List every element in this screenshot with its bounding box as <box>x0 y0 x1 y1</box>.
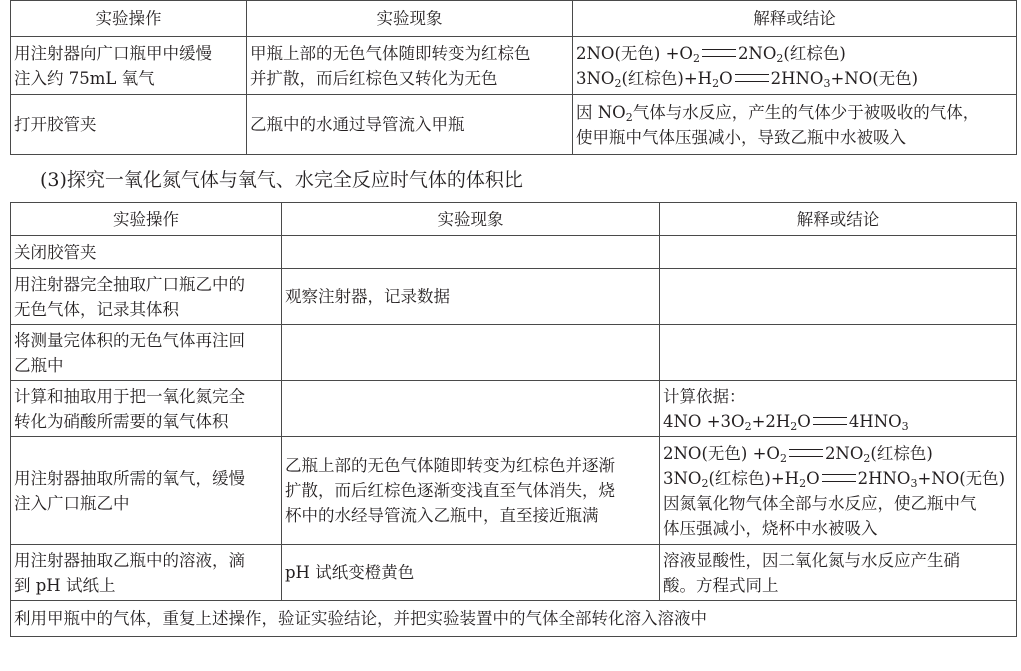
operation-cell: 关闭胶管夹 <box>11 236 282 269</box>
conclusion-cell: 因 $NO_2$气体与水反应，产生的气体少于被吸收的气体， 使甲瓶中气体压强减小，导致乙瓶中水被吸入 <box>573 95 1017 155</box>
phenomenon-cell: 观察注射器，记录数据 <box>282 269 660 325</box>
table-2-header-row <box>11 203 1017 236</box>
conclusion-cell <box>573 37 1017 95</box>
header-operation: 实验操作 <box>11 1 247 37</box>
phenomenon-cell <box>282 236 660 269</box>
table-row <box>11 269 1017 325</box>
equation-no2-h2o: $3NO_2$(红棕色)$+H_2O$ $2HNO_3+NO$(无色) <box>576 68 919 90</box>
operation-cell: 将测量完体积的无色气体再注回 乙瓶中 <box>11 325 282 381</box>
operation-cell: 用注射器抽取乙瓶中的溶液，滴 到 pH 试纸上 <box>11 545 282 601</box>
conclusion-cell: 溶液显酸性，因二氧化氮与水反应产生硝 酸。方程式同上 <box>660 545 1017 601</box>
header-phenomenon: 实验现象 <box>247 1 573 37</box>
table-1-header-row <box>11 1 1017 37</box>
operation-cell: 用注射器完全抽取广口瓶乙中的 无色气体，记录其体积 <box>11 269 282 325</box>
phenomenon-cell: 甲瓶上部的无色气体随即转变为红棕色 并扩散，而后红棕色又转化为无色 <box>247 37 573 95</box>
header-operation: 实验操作 <box>11 203 282 236</box>
table-row <box>11 236 1017 269</box>
equation-no-o2: 2NO(无色) $+O_2$ $2NO_2$(红棕色) <box>663 443 933 465</box>
conclusion-cell <box>660 269 1017 325</box>
phenomenon-cell: 乙瓶上部的无色气体随即转变为红棕色并逐渐 扩散，而后红棕色逐渐变浅直至气体消失，烧 杯中的水经导管流入乙瓶中，直至接近瓶满 <box>282 437 660 545</box>
table-row <box>11 381 1017 437</box>
equation-no-o2: 2NO(无色) $+O_2$ $2NO_2$(红棕色) <box>576 43 846 65</box>
table-row <box>11 95 1017 155</box>
equation-no2-h2o: $3NO_2$(红棕色)$+H_2O$ $2HNO_3+NO$(无色) <box>663 468 1006 490</box>
header-conclusion: 解释或结论 <box>660 203 1017 236</box>
conclusion-cell: 计算依据： $4NO +3O_2+2H_2O$ $4HNO_3$ <box>660 381 1017 437</box>
table-row <box>11 37 1017 95</box>
section-heading: (3)探究一氧化氮气体与氧气、水完全反应时气体的体积比 <box>40 169 523 191</box>
operation-cell: 用注射器抽取所需的氧气，缓慢 注入广口瓶乙中 <box>11 437 282 545</box>
operation-cell: 用注射器向广口瓶甲中缓慢 注入约 75mL 氧气 <box>11 37 247 95</box>
phenomenon-cell <box>282 325 660 381</box>
table-row <box>11 325 1017 381</box>
header-conclusion: 解释或结论 <box>573 1 1017 37</box>
operation-cell: 打开胶管夹 <box>11 95 247 155</box>
table-row <box>11 437 1017 545</box>
conclusion-cell <box>660 325 1017 381</box>
operation-cell: 计算和抽取用于把一氧化氮完全 转化为硝酸所需要的氧气体积 <box>11 381 282 437</box>
footer-cell: 利用甲瓶中的气体，重复上述操作，验证实验结论，并把实验装置中的气体全部转化溶入溶液中 <box>11 601 1017 637</box>
phenomenon-cell <box>282 381 660 437</box>
table-2 <box>10 202 1017 637</box>
equation-overall: $4NO +3O_2+2H_2O$ $4HNO_3$ <box>663 411 909 433</box>
conclusion-cell: 2NO(无色) $+O_2$ $2NO_2$(红棕色) $3NO_2$(红棕色)$+H_2O$ $2HNO_3+NO$(无色) 因氮氧化物气体全部与水反应，使乙瓶中气 体压强减小，烧杯中水被吸入 <box>660 437 1017 545</box>
table-1 <box>10 0 1017 155</box>
table-footer-row <box>11 601 1017 637</box>
header-phenomenon: 实验现象 <box>282 203 660 236</box>
phenomenon-cell: 乙瓶中的水通过导管流入甲瓶 <box>247 95 573 155</box>
table-row <box>11 545 1017 601</box>
phenomenon-cell: pH 试纸变橙黄色 <box>282 545 660 601</box>
conclusion-cell <box>660 236 1017 269</box>
